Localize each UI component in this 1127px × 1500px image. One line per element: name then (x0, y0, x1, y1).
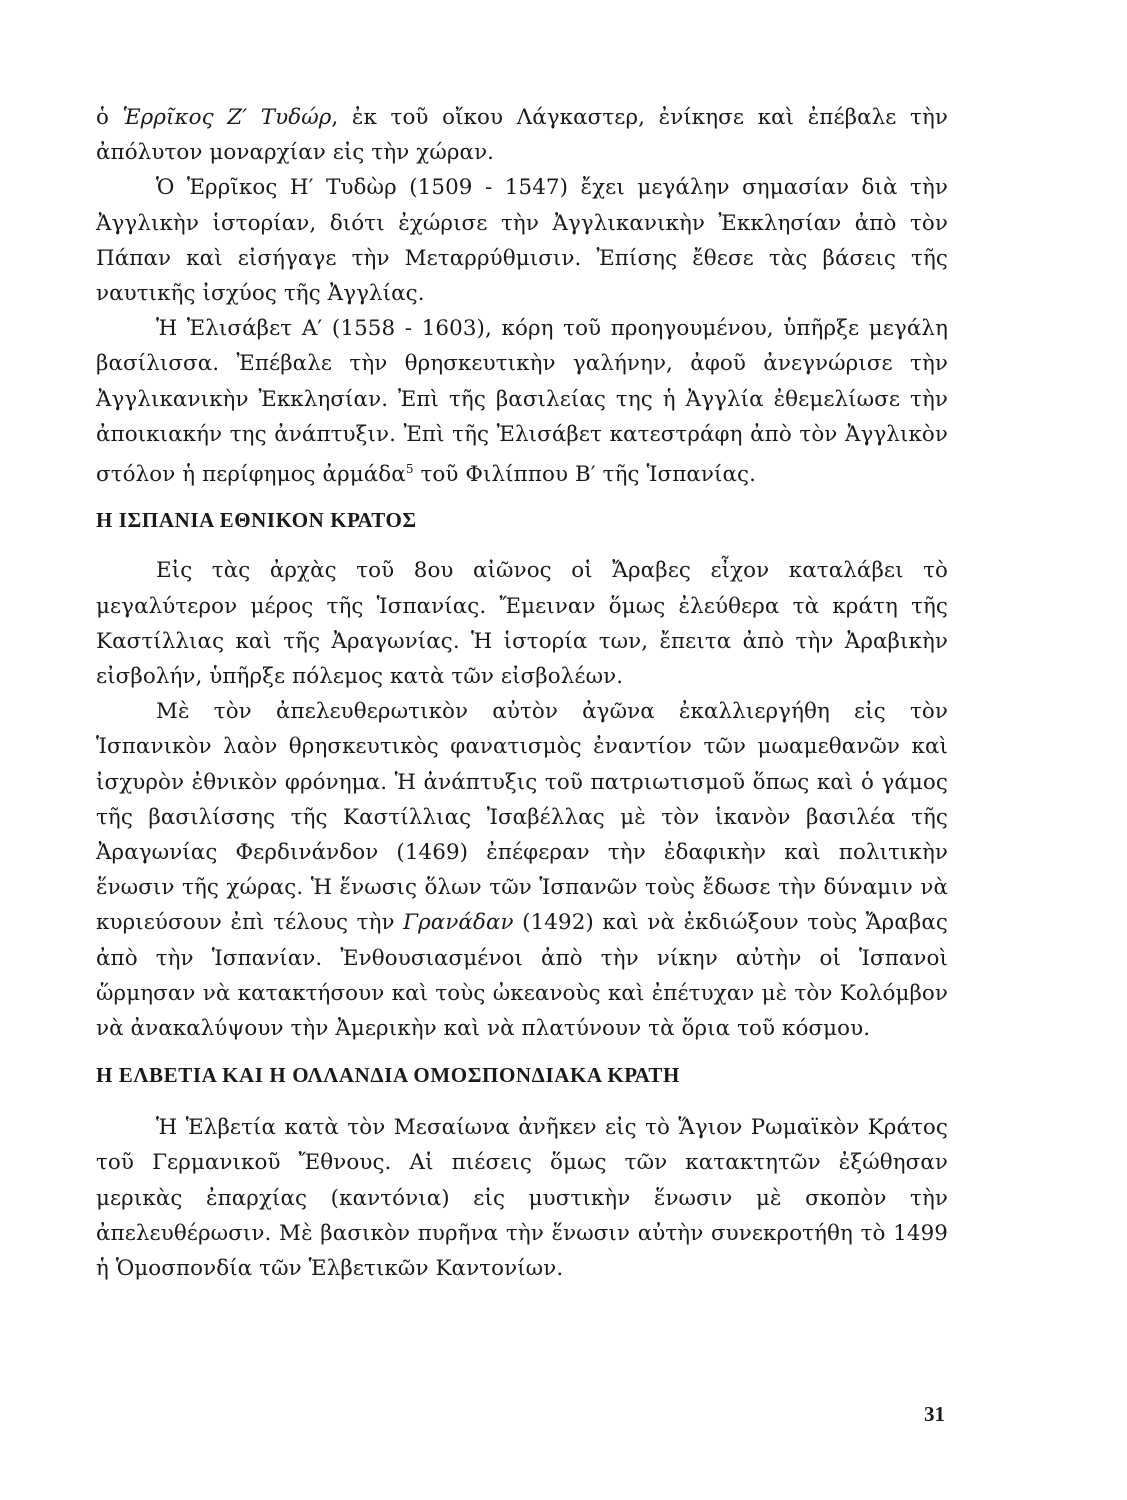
paragraph-switzerland (96, 1110, 948, 1286)
page-body (96, 100, 948, 1286)
text-run: τοῦ Φιλίππου Β′ τῆς Ἱσπανίας. (413, 462, 757, 488)
section-heading-spain: Η ΙΣΠΑΝΙΑ ΕΘΝΙΚΟΝ ΚΡΑΤΟΣ (96, 508, 417, 533)
page-number: 31 (924, 1402, 945, 1426)
text-run: Εἰς τὰς ἀρχὰς τοῦ 8ου αἰῶνος οἱ Ἄραβες εἶχον καταλάβει τὸ μεγαλύτερον μέρος τῆς Ἱσπανίας. Ἔμειναν ὅμως ἐλεύθερα τὰ κράτη τῆς Καστίλλιας καὶ τῆς Ἀραγωνίας. Ἡ ἱστορία των, ἔπειτα ἀπὸ τὴν Ἀραβικὴν εἰσβολήν, ὑπῆρξε πόλεμος κατὰ τῶν εἰσβολέων. (96, 558, 948, 689)
paragraph-henry-vii (96, 100, 948, 170)
paragraph-elizabeth-i (96, 311, 948, 492)
paragraph-spain-unification (96, 694, 948, 1046)
text-run: (1492) καὶ νὰ ἐκδιώξουν τοὺς Ἄραβας ἀπὸ τὴν Ἱσπανίαν. Ἐνθουσιασμένοι ἀπὸ τὴν νίκην αὐτὴν οἱ Ἱσπανοὶ ὥρμησαν νὰ κατακτήσουν καὶ τοὺς ὠκεανοὺς καὶ ἐπέτυχαν μὲ τὸν Κολόμβον νὰ ἀνακαλύψουν τὴν Ἀμερικὴν καὶ νὰ πλατύνουν τὰ ὅρια τοῦ κόσμου. (96, 910, 948, 1041)
text-run: Μὲ τὸν ἀπελευθερωτικὸν αὐτὸν ἀγῶνα ἐκαλλιεργήθη εἰς τὸν Ἱσπανικὸν λαὸν θρησκευτικὸς φανατισμὸς ἐναντίον τῶν μωαμεθανῶν καὶ ἰσχυρὸν ἐθνικὸν φρόνημα. Ἡ ἀνάπτυξις τοῦ πατριωτισμοῦ ὅπως καὶ ὁ γάμος τῆς βασιλίσσης τῆς Καστίλλιας Ἰσαβέλλας μὲ τὸν ἱκανὸν βασιλέα τῆς Ἀραγωνίας Φερδινάνδον (1469) ἐπέφεραν τὴν ἐδαφικὴν καὶ πολιτικὴν ἕνωσιν τῆς χώρας. Ἡ ἕνωσις ὅλων τῶν Ἱσπανῶν τοὺς ἔδωσε τὴν δύναμιν νὰ κυριεύσουν ἐπὶ τέλους τὴν (96, 699, 948, 936)
text-run: Ἡ Ἐλισάβετ Α′ (1558 - 1603), κόρη τοῦ προηγουμένου, ὑπῆρξε μεγάλη βασίλισσα. Ἐπέβαλε τὴν θρησκευτικὴν γαλήνην, ἀφοῦ ἀνεγνώρισε τὴν Ἀγγλικανικὴν Ἐκκλησίαν. Ἐπὶ τῆς βασιλείας της ἡ Ἀγγλία ἐθεμελίωσε τὴν ἀποικιακήν της ἀνάπτυξιν. Ἐπὶ τῆς Ἐλισάβετ κατεστράφη ἀπὸ τὸν Ἀγγλικὸν στόλον ἡ περίφημος ἀρμάδα (96, 316, 948, 488)
paragraph-henry-viii (96, 170, 948, 311)
footnote-marker: 5 (405, 462, 414, 477)
text-run: Ὁ Ἑρρῖκος Η′ Τυδὼρ (1509 - 1547) ἔχει μεγάλην σημασίαν διὰ τὴν Ἀγγλικὴν ἱστορίαν, διότι ἐχώρισε τὴν Ἀγγλικανικὴν Ἐκκλησίαν ἀπὸ τὸν Πάπαν καὶ εἰσήγαγε τὴν Μεταρρύθμισιν. Ἐπίσης ἔθεσε τὰς βάσεις τῆς ναυτικῆς ἰσχύος τῆς Ἀγγλίας. (96, 175, 948, 307)
text-run: ὁ (96, 105, 123, 130)
italic-text: Ἑρρῖκος Ζ′ Τυδώρ (122, 105, 332, 130)
section-heading-switzerland-netherlands: Η ΕΛΒΕΤΙΑ ΚΑΙ Η ΟΛΛΑΝΔΙΑ ΟΜΟΣΠΟΝΔΙΑΚΑ ΚΡΑΤΗ (96, 1063, 680, 1088)
text-run: Ἡ Ἑλβετία κατὰ τὸν Μεσαίωνα ἀνῆκεν εἰς τὸ Ἅγιον Ρωμαϊκὸν Κράτος τοῦ Γερμανικοῦ Ἔθνους. Αἱ πιέσεις ὅμως τῶν κατακτητῶν ἐξώθησαν μερικὰς ἐπαρχίας (καντόνια) εἰς μυστικὴν ἕνωσιν μὲ σκοπὸν τὴν ἀπελευθέρωσιν. Μὲ βασικὸν πυρῆνα τὴν ἕνωσιν αὐτὴν συνεκροτήθη τὸ 1499 ἡ Ὁμοσπονδία τῶν Ἑλβετικῶν Καντονίων. (96, 1115, 948, 1282)
italic-text: Γρανάδαν (403, 910, 514, 936)
paragraph-spain-arabs (96, 553, 948, 694)
text-run: , ἐκ τοῦ οἴκου Λάγκαστερ, ἐνίκησε καὶ ἐπέβαλε τὴν ἀπόλυτον μοναρχίαν εἰς τὴν χώραν. (96, 105, 949, 166)
